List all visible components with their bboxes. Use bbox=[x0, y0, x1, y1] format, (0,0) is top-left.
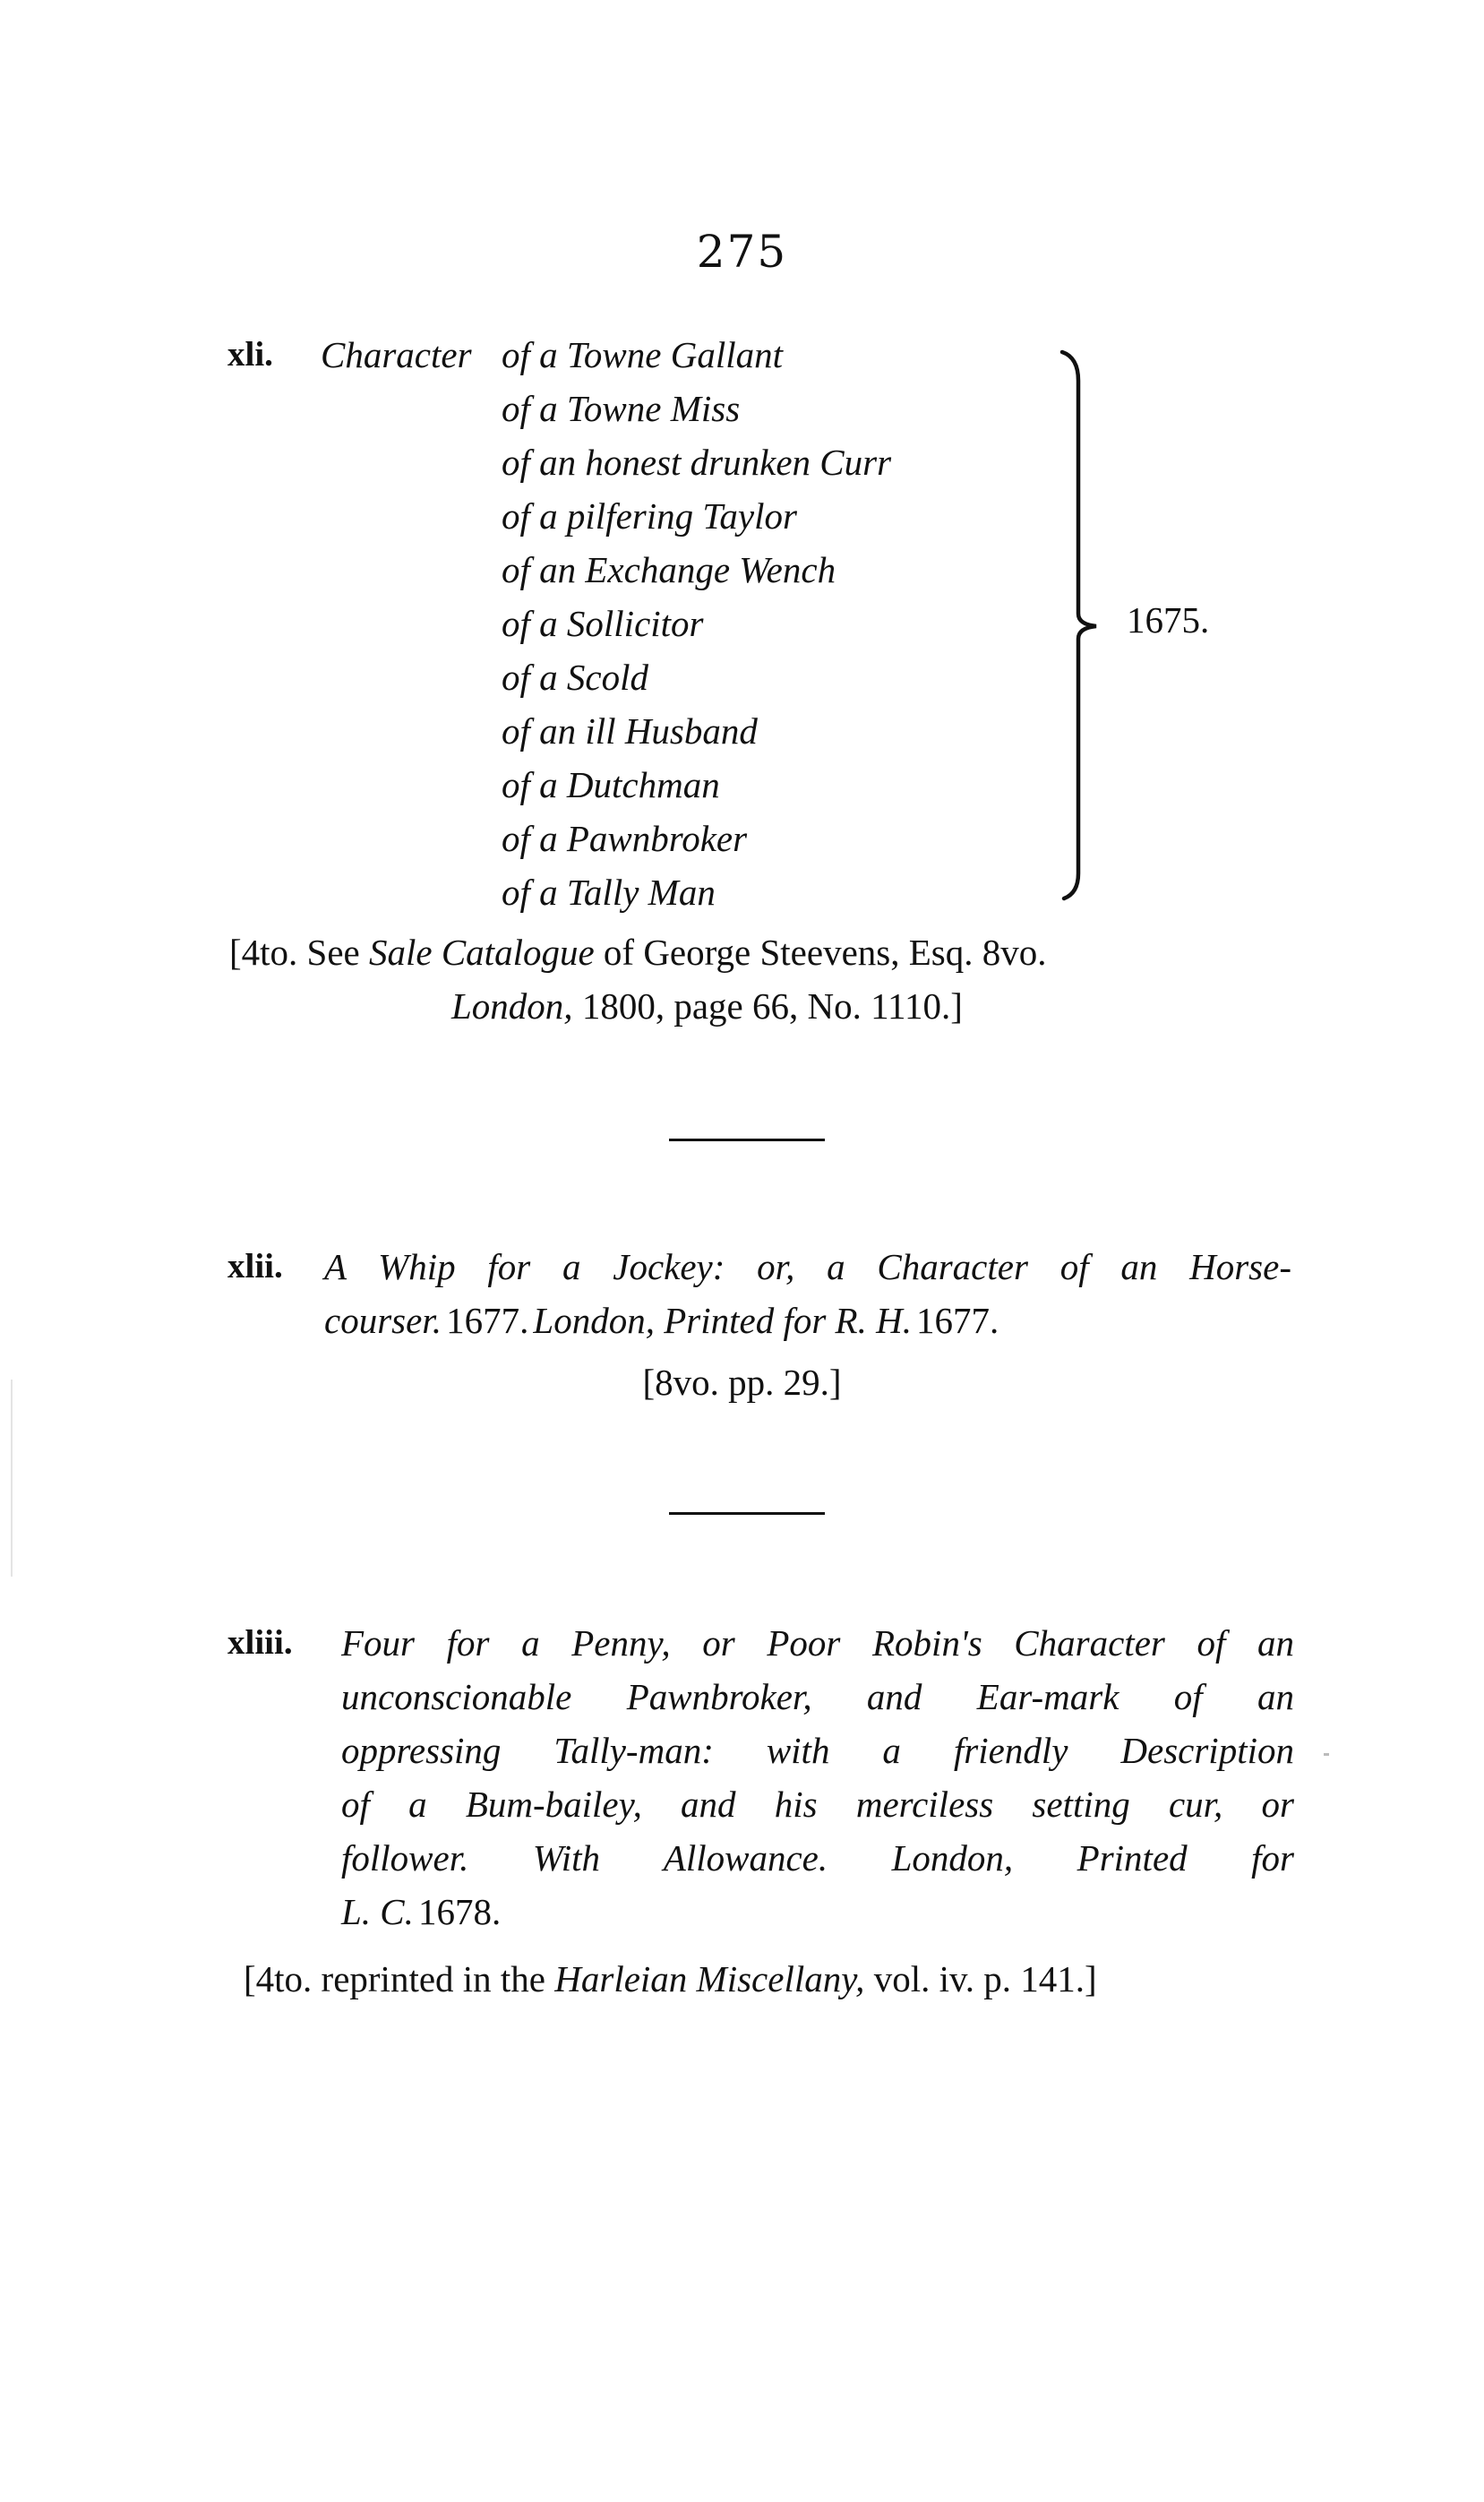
entry-xlii-line-2 bbox=[324, 1299, 999, 1342]
curly-brace bbox=[1057, 345, 1111, 905]
entry-xliii-line-1: Four for a Penny, or Poor Robin's Character of an bbox=[341, 1622, 1294, 1664]
character-title-3: of an honest drunken Curr bbox=[502, 442, 892, 483]
note-place: London, bbox=[451, 985, 573, 1027]
entry-xliii-year: 1678. bbox=[418, 1891, 502, 1932]
entry-xliii-line-2: unconscionable Pawnbroker, and Ear-mark of an bbox=[341, 1676, 1294, 1717]
entry-xliii-line-6 bbox=[341, 1890, 501, 1933]
section-divider-2 bbox=[669, 1512, 825, 1515]
entry-xli-first-word: Character bbox=[321, 334, 472, 375]
entry-xli-note-line-1 bbox=[229, 931, 1046, 974]
character-title-10: of a Pawnbroker bbox=[502, 818, 748, 859]
character-title-1: of a Towne Gallant bbox=[502, 334, 784, 375]
entry-xliii-line-4: of a Bum-bailey, and his merciless setting cur, or bbox=[341, 1784, 1294, 1825]
note-mid: of George Steevens, Esq. 8vo. bbox=[603, 932, 1047, 973]
entry-xlii-year-1: 1677. bbox=[446, 1300, 529, 1341]
entry-xliii-printer: L. C. bbox=[341, 1891, 414, 1932]
note-rest: 1800, page 66, No. 1110.] bbox=[581, 985, 963, 1027]
note-prefix: [4to. See bbox=[229, 932, 360, 973]
entry-xlii-year-2: 1677. bbox=[916, 1300, 999, 1341]
note-miscellany-title: Harleian Miscellany, bbox=[554, 1958, 865, 1999]
entry-number-xli: xli. bbox=[227, 335, 273, 374]
entry-number-xlii: xlii. bbox=[227, 1247, 283, 1285]
character-title-6: of a Sollicitor bbox=[502, 603, 704, 644]
character-title-4: of a pilfering Taylor bbox=[502, 495, 797, 537]
note-catalogue-title: Sale Catalogue bbox=[369, 932, 595, 973]
character-title-5: of an Exchange Wench bbox=[502, 549, 836, 590]
scan-speck bbox=[1324, 1753, 1329, 1756]
character-title-8: of an ill Husband bbox=[502, 710, 758, 752]
entry-xliii-line-5: follower. With Allowance. London, Printed for bbox=[341, 1837, 1294, 1879]
character-title-2: of a Towne Miss bbox=[502, 388, 741, 429]
entry-xlii-note: [8vo. pp. 29.] bbox=[642, 1362, 842, 1403]
note-rest: vol. iv. p. 141.] bbox=[873, 1958, 1097, 1999]
entry-xliii-line-3: oppressing Tally-man: with a friendly Description bbox=[341, 1730, 1294, 1771]
section-divider-1 bbox=[669, 1139, 825, 1141]
entry-xli-note-line-2 bbox=[451, 984, 963, 1027]
character-title-7: of a Scold bbox=[502, 657, 648, 698]
entry-xlii-line-1: A Whip for a Jockey: or, a Character of an Horse- bbox=[324, 1246, 1291, 1287]
entry-xliii-note bbox=[244, 1957, 1097, 2000]
note-prefix: [4to. reprinted in the bbox=[244, 1958, 546, 1999]
character-title-11: of a Tally Man bbox=[502, 872, 716, 913]
entry-xlii-imprint: London, Printed for R. H. bbox=[533, 1300, 912, 1341]
entry-number-xliii: xliii. bbox=[227, 1623, 293, 1662]
entry-xli-year: 1675. bbox=[1127, 599, 1210, 641]
character-title-9: of a Dutchman bbox=[502, 764, 720, 805]
scan-edge-mark bbox=[11, 1380, 13, 1577]
entry-xlii-courser: courser. bbox=[324, 1300, 442, 1341]
page-number: 275 bbox=[696, 226, 788, 278]
